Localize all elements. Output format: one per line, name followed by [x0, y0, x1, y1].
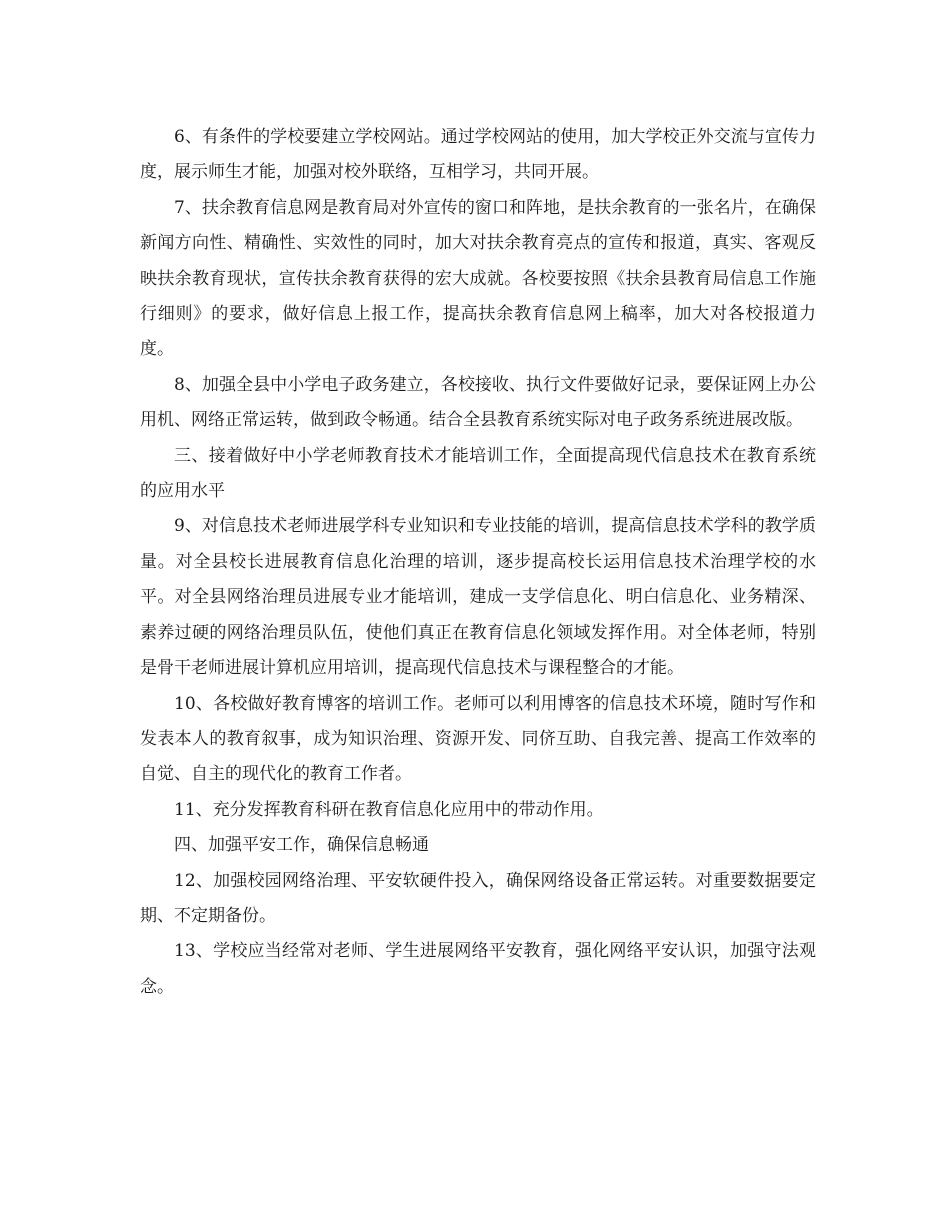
paragraph-item-10: 10、各校做好教育博客的培训工作。老师可以利用博客的信息技术环境，随时写作和发表本人的教育叙事，成为知识治理、资源开发、同侪互助、自我完善、提高工作效率的自觉、自主的现代化的教育工作者。 — [140, 693, 816, 785]
paragraph-item-6: 6、有条件的学校要建立学校网站。通过学校网站的使用，加大学校正外交流与宣传力度，展示师生才能，加强对校外联络，互相学习，共同开展。 — [140, 127, 816, 183]
paragraph-item-8: 8、加强全县中小学电子政务建立，各校接收、执行文件要做好记录，要保证网上办公用机、网络正常运转，做到政令畅通。结合全县教育系统实际对电子政务系统进展改版。 — [140, 374, 816, 431]
section-heading-4: 四、加强平安工作，确保信息畅通 — [174, 835, 429, 856]
document-body — [140, 120, 816, 1005]
section-heading-3: 三、接着做好中小学老师教育技术才能培训工作，全面提高现代信息技术在教育系统的应用水平 — [140, 445, 816, 502]
paragraph-item-11: 11、充分发挥教育科研在教育信息化应用中的带动作用。 — [174, 799, 604, 820]
paragraph-item-7: 7、扶余教育信息网是教育局对外宣传的窗口和阵地，是扶余教育的一张名片，在确保新闻方向性、精确性、实效性的同时，加大对扶余教育亮点的宣传和报道，真实、客观反映扶余教育现状，宣传扶余教育获得的宏大成就。各校要按照《扶余县教育局信息工作施行细则》的要求，做好信息上报工作，提高扶余教育信息网上稿率，加大对各校报道力度。 — [140, 197, 816, 360]
paragraph-item-13: 13、学校应当经常对老师、学生进展网络平安教育，强化网络平安认识，加强守法观念。 — [140, 941, 816, 997]
paragraph-item-12: 12、加强校园网络治理、平安软硬件投入，确保网络设备正常运转。对重要数据要定期、不定期备份。 — [140, 870, 816, 926]
paragraph-item-9: 9、对信息技术老师进展学科专业知识和专业技能的培训，提高信息技术学科的教学质量。对全县校长进展教育信息化治理的培训，逐步提高校长运用信息技术治理学校的水平。对全县网络治理员进展专业才能培训，建成一支学信息化、明白信息化、业务精深、素养过硬的网络治理员队伍，使他们真正在教育信息化领域发挥作用。对全体老师，特别是骨干老师进展计算机应用培训，提高现代信息技术与课程整合的才能。 — [140, 516, 816, 679]
